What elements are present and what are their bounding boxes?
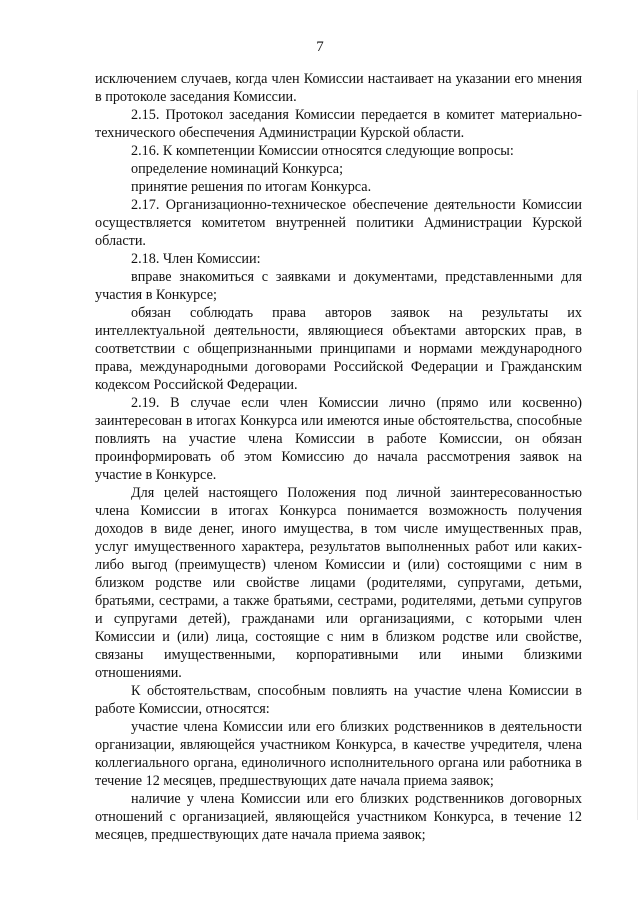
paragraph-continuation: исключением случаев, когда член Комиссии настаивает на указании его мнения в протоколе заседания Комиссии.	[95, 71, 582, 105]
paragraph-right-to-review: вправе знакомиться с заявками и документами, представленными для участия в Конкурсе;	[95, 269, 582, 303]
scan-edge-shadow	[637, 90, 638, 820]
paragraph-2-15: 2.15. Протокол заседания Комиссии передается в комитет материально-технического обеспечения Администрации Курской области.	[95, 107, 582, 141]
paragraph-obligation: обязан соблюдать права авторов заявок на результаты их интеллектуальной деятельности, являющиеся объектами авторских прав, в соответствии с общепризнанными принципами и нормами международного права, международными договорами Российской Федерации и Гражданским кодексом Российской Федерации.	[95, 305, 582, 393]
document-body	[95, 70, 582, 844]
paragraph-2-18: 2.18. Член Комиссии:	[131, 251, 261, 267]
paragraph-nominations: определение номинаций Конкурса;	[131, 161, 344, 177]
page-number: 7	[316, 39, 324, 55]
paragraph-contractual-relations: наличие у члена Комиссии или его близких родственников договорных отношений с организацией, являющейся участником Конкурса, в течение 12 месяцев, предшествующих дате начала приема заявок;	[95, 791, 582, 843]
paragraph-2-17: 2.17. Организационно-техническое обеспечение деятельности Комиссии осуществляется комитетом внутренней политики Администрации Курской области.	[95, 197, 582, 249]
paragraph-decision: принятие решения по итогам Конкурса.	[131, 179, 372, 195]
paragraph-participation: участие члена Комиссии или его близких родственников в деятельности организации, являющейся участником Конкурса, в качестве учредителя, члена коллегиального органа, единоличного исполнительного органа или работника в течение 12 месяцев, предшествующих дате начала приема заявок;	[95, 719, 582, 789]
paragraph-circumstances: К обстоятельствам, способным повлиять на участие члена Комиссии в работе Комиссии, относятся:	[95, 683, 582, 717]
paragraph-2-19: 2.19. В случае если член Комиссии лично (прямо или косвенно) заинтересован в итогах Конкурса или имеются иные обстоятельства, способные повлиять на участие члена Комиссии в работе Комиссии, он обязан проинформировать об этом Комиссию до начала рассмотрения заявок на участие в Конкурсе.	[95, 395, 582, 483]
paragraph-2-16: 2.16. К компетенции Комиссии относятся следующие вопросы:	[131, 143, 514, 159]
paragraph-interest-definition: Для целей настоящего Положения под личной заинтересованностью члена Комиссии в итогах Конкурса понимается возможность получения доходов в виде денег, иного имущества, в том числе имущественных прав, услуг имущественного характера, результатов выполненных работ или каких-либо выгод (преимуществ) членом Комиссии и (или) состоящими с ним в близком родстве или свойстве лицами (родителями, супругами, детьми, братьями, сестрами, а также братьями, сестрами, родителями, детьми супругов и супругами детей), гражданами или организациями, с которыми член Комиссии и (или) лица, состоящие с ним в близком родстве или свойстве, связаны имущественными, корпоративными или иными близкими отношениями.	[95, 485, 582, 681]
